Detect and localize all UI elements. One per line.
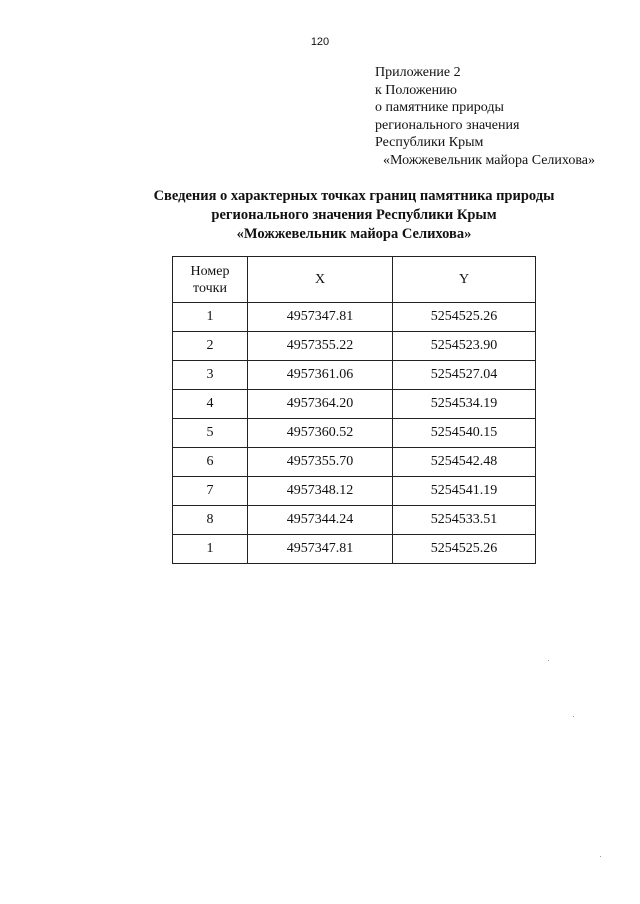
appendix-line: о памятнике природы: [375, 100, 504, 115]
cell-y: 5254542.48: [393, 448, 536, 477]
header-y: Y: [393, 257, 536, 303]
page-number: 120: [310, 36, 330, 48]
table-row: [173, 535, 536, 564]
table-row: [173, 477, 536, 506]
scan-speck: [573, 716, 574, 717]
cell-point-number: 6: [173, 448, 248, 477]
appendix-line: Приложение 2: [375, 65, 461, 80]
table-row: [173, 303, 536, 332]
scan-speck: [548, 660, 549, 661]
header-point-number: [173, 257, 248, 303]
scan-speck: [600, 856, 601, 857]
header-x: X: [248, 257, 393, 303]
cell-x: 4957361.06: [248, 361, 393, 390]
table-row: [173, 390, 536, 419]
cell-y: 5254540.15: [393, 419, 536, 448]
cell-y: 5254525.26: [393, 303, 536, 332]
cell-x: 4957347.81: [248, 303, 393, 332]
appendix-line: регионального значения: [375, 117, 520, 133]
cell-point-number: 1: [173, 303, 248, 332]
cell-x: 4957360.52: [248, 419, 393, 448]
table-row: [173, 361, 536, 390]
header-point-number-line1: Номер: [190, 263, 230, 279]
heading-line: «Можжевельник майора Селихова»: [236, 226, 472, 242]
cell-x: 4957364.20: [248, 390, 393, 419]
cell-point-number: 8: [173, 506, 248, 535]
cell-point-number: 5: [173, 419, 248, 448]
cell-y: 5254534.19: [393, 390, 536, 419]
cell-y: 5254533.51: [393, 506, 536, 535]
cell-point-number: 4: [173, 390, 248, 419]
cell-x: 4957355.22: [248, 332, 393, 361]
heading-line: регионального значения Республики Крым: [211, 207, 497, 223]
cell-point-number: 3: [173, 361, 248, 390]
cell-x: 4957355.70: [248, 448, 393, 477]
header-point-number-line2: точки: [193, 280, 227, 296]
cell-y: 5254525.26: [393, 535, 536, 564]
cell-point-number: 1: [173, 535, 248, 564]
boundary-points-table: [172, 256, 536, 564]
cell-y: 5254523.90: [393, 332, 536, 361]
table-row: [173, 448, 536, 477]
table-row: [173, 419, 536, 448]
cell-point-number: 2: [173, 332, 248, 361]
appendix-line: к Положению: [375, 82, 458, 98]
cell-y: 5254527.04: [393, 361, 536, 390]
heading-line: Сведения о характерных точках границ памятника природы: [153, 188, 555, 204]
cell-x: 4957348.12: [248, 477, 393, 506]
cell-point-number: 7: [173, 477, 248, 506]
appendix-line: Республики Крым: [375, 135, 484, 150]
appendix-line: «Можжевельник майора Селихова»: [383, 152, 596, 168]
table-row: [173, 506, 536, 535]
table-row: [173, 332, 536, 361]
cell-y: 5254541.19: [393, 477, 536, 506]
table-header-row: [173, 257, 536, 303]
document-heading: [0, 187, 640, 244]
cell-x: 4957347.81: [248, 535, 393, 564]
cell-x: 4957344.24: [248, 506, 393, 535]
appendix-block: [375, 64, 595, 169]
